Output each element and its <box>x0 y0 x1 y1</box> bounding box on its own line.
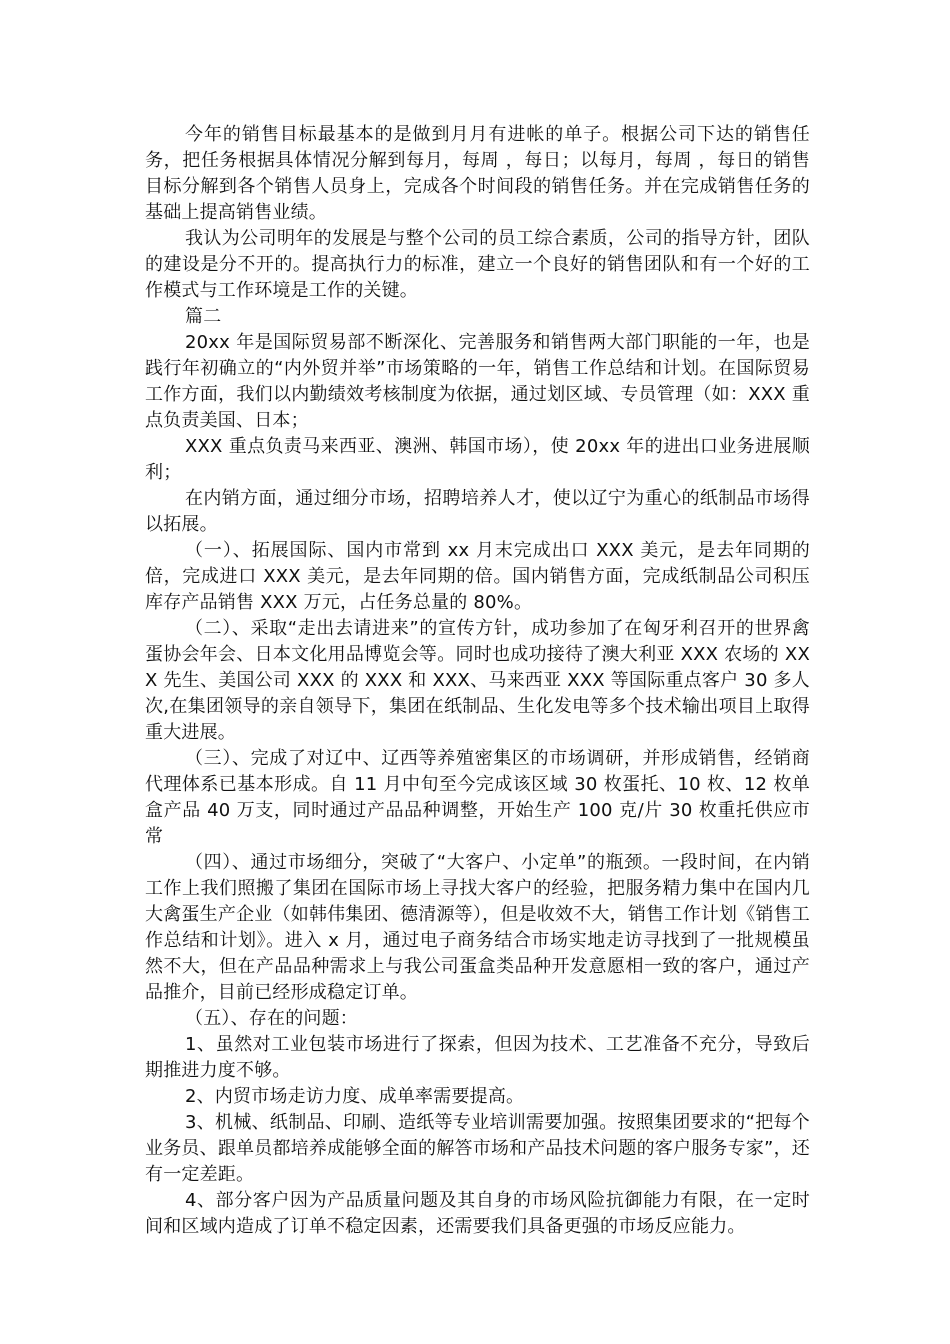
paragraph-domestic-sales: 在内销方面，通过细分市场，招聘培养人才，使以辽宁为重心的纸制品市场得以拓展。 <box>145 488 810 535</box>
document-body <box>145 122 810 1240</box>
paragraph-problem-2: 2、内贸市场走访力度、成单率需要提高。 <box>185 1086 525 1107</box>
paragraph-market-responsibility: XXX 重点负责马来西亚、澳洲、韩国市场），使 20xx 年的进出口业务进展顺利； <box>145 436 810 483</box>
paragraph-item-five: （五）、存在的问题： <box>185 1008 358 1029</box>
paragraph-problem-4: 4、部分客户因为产品质量问题及其自身的市场风险抗御能力有限，在一定时间和区域内造成了订单不稳定因素，还需要我们具备更强的市场反应能力。 <box>145 1190 810 1237</box>
paragraph-item-one: （一）、拓展国际、国内市常到 xx 月末完成出口 XXX 美元，是去年同期的倍，完成进口 XXX 美元，是去年同期的倍。国内销售方面，完成纸制品公司积压库存产品销售 XXX 万元，占任务总量的 80%。 <box>145 540 810 613</box>
paragraph-problem-3: 3、机械、纸制品、印刷、造纸等专业培训需要加强。按照集团要求的“把每个业务员、跟单员都培养成能够全面的解答市场和产品技术问题的客户服务专家”，还有一定差距。 <box>145 1112 810 1185</box>
paragraph-problem-1: 1、虽然对工业包装市场进行了探索，但因为技术、工艺准备不充分，导致后期推进力度不够。 <box>145 1034 810 1081</box>
paragraph-company-development: 我认为公司明年的发展是与整个公司的员工综合素质，公司的指导方针，团队的建设是分不开的。提高执行力的标准，建立一个良好的销售团队和有一个好的工作模式与工作环境是工作的关键。 <box>145 228 810 301</box>
paragraph-item-four: （四）、通过市场细分，突破了“大客户、小定单”的瓶颈。一段时间，在内销工作上我们照搬了集团在国际市场上寻找大客户的经验，把服务精力集中在国内几大禽蛋生产企业（如韩伟集团、德清源等），但是收效不大，销售工作计划《销售工作总结和计划》。进入 x 月，通过电子商务结合市场实地走访寻找到了一批规模虽然不大，但在产品品种需求上与我公司蛋盒类品种开发意愿相一致的客户，通过产品推介，目前已经形成稳定订单。 <box>145 852 810 1003</box>
paragraph-sales-target: 今年的销售目标最基本的是做到月月有进帐的单子。根据公司下达的销售任务，把任务根据具体情况分解到每月，每周 ，每日；以每月，每周 ，每日的销售目标分解到各个销售人员身上，完成各个时间段的销售任务。并在完成销售任务的基础上提高销售业绩。 <box>145 124 810 223</box>
paragraph-item-two: （二）、采取“走出去请进来”的宣传方针，成功参加了在匈牙利召开的世界禽蛋协会年会、日本文化用品博览会等。同时也成功接待了澳大利亚 XXX 农场的 XXX 先生、美国公司 XXX 的 XXX 和 XXX、马来西亚 XXX 等国际重点客户 30 多人次,在集团领导的亲自领导下，集团在纸制品、生化发电等多个技术输出项目上取得重大进展。 <box>145 618 810 743</box>
paragraph-item-three: （三）、完成了对辽中、辽西等养殖密集区的市场调研，并形成销售，经销商代理体系已基本形成。自 11 月中旬至今完成该区域 30 枚蛋托、10 枚、12 枚单盒产品 40 万支，同时通过产品品种调整，开始生产 100 克/片 30 枚重托供应市常 <box>145 748 810 847</box>
section-heading-part-two: 篇二 <box>185 306 222 327</box>
paragraph-international-trade: 20xx 年是国际贸易部不断深化、完善服务和销售两大部门职能的一年，也是践行年初确立的“内外贸并举”市场策略的一年，销售工作总结和计划。在国际贸易工作方面，我们以内勤绩效考核制度为依据，通过划区域、专员管理（如：XXX 重点负责美国、日本； <box>145 332 810 431</box>
